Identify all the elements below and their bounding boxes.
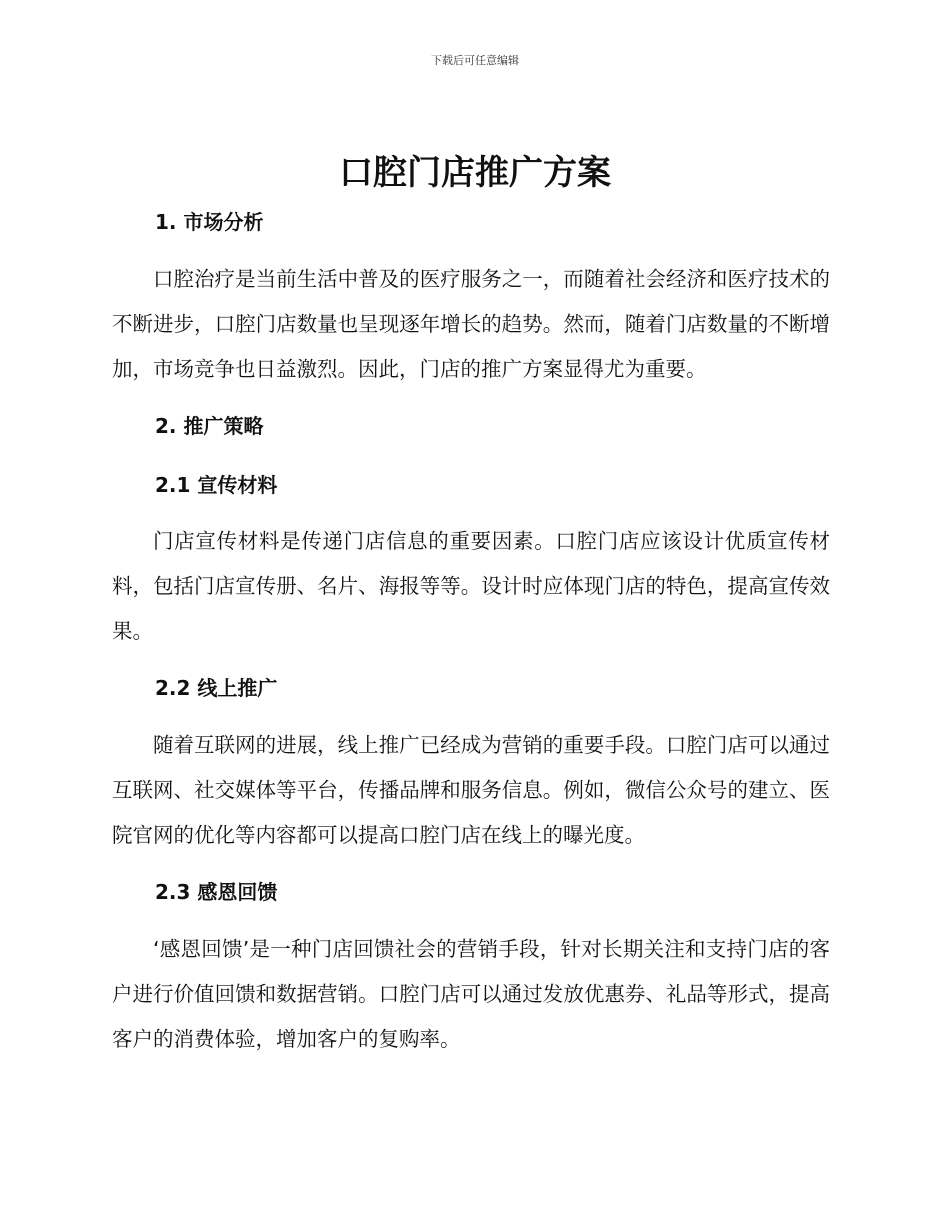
paragraph-gratitude-feedback: ‘感恩回馈’是一种门店回馈社会的营销手段，针对长期关注和支持门店的客户进行价值回馈和数据营销。口腔门店可以通过发放优惠券、礼品等形式，提高客户的消费体验，增加客户的复购率。 (112, 937, 830, 1051)
document-title: 口腔门店推广方案 (339, 153, 611, 193)
paragraph-online-promotion: 随着互联网的进展，线上推广已经成为营销的重要手段。口腔门店可以通过互联网、社交媒体等平台，传播品牌和服务信息。例如，微信公众号的建立、医院官网的优化等内容都可以提高口腔门店在线上的曝光度。 (112, 733, 830, 847)
heading-promo-materials: 2.1 宣传材料 (155, 473, 278, 497)
paragraph-market-analysis: 口腔治疗是当前生活中普及的医疗服务之一，而随着社会经济和医疗技术的不断进步，口腔门店数量也呈现逐年增长的趋势。然而，随着门店数量的不断增加，市场竞争也日益激烈。因此，门店的推广方案显得尤为重要。 (112, 267, 830, 381)
header-note: 下载后可任意编辑 (431, 54, 519, 67)
paragraph-promo-materials: 门店宣传材料是传递门店信息的重要因素。口腔门店应该设计优质宣传材料，包括门店宣传册、名片、海报等等。设计时应体现门店的特色，提高宣传效果。 (112, 529, 830, 643)
heading-online-promotion: 2.2 线上推广 (155, 676, 278, 700)
heading-gratitude-feedback: 2.3 感恩回馈 (155, 880, 278, 904)
heading-market-analysis: 1. 市场分析 (155, 210, 264, 234)
heading-promotion-strategy: 2. 推广策略 (155, 414, 264, 438)
